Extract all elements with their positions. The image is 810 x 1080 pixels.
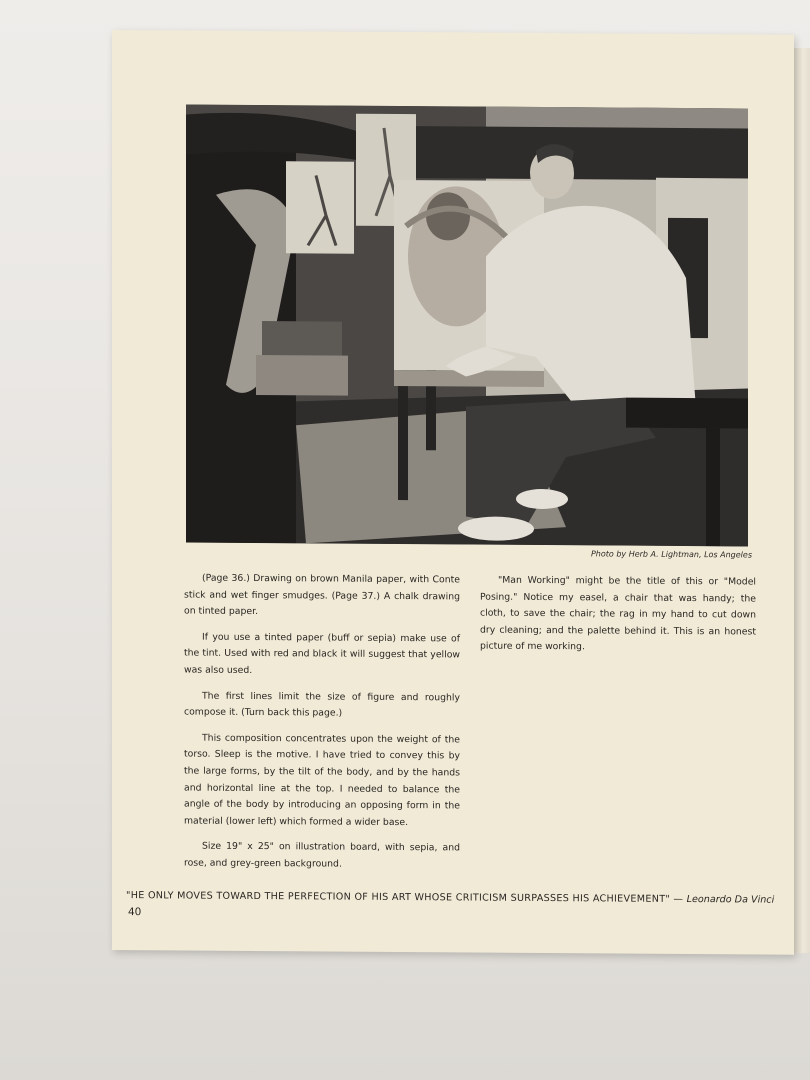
quote-author: Leonardo Da Vinci <box>686 894 775 906</box>
paragraph-composition: This composition concentrates upon the weight of the torso. Sleep is the motive. I have tried to convey this by the large forms, by the tilt of the body, and by the hands and horizontal line at the top. I needed to balance the angle of the body by introducing an opposing form in the material (lower left) which formed a wider base. <box>184 732 460 828</box>
paragraph-tinted-paper: If you use a tinted paper (buff or sepia) make use of the tint. Used with red and black it will suggest that yellow was also used. <box>184 631 460 676</box>
artist-at-easel-photo <box>186 105 748 547</box>
magazine-page <box>112 30 794 955</box>
footer-quote <box>126 890 792 906</box>
paragraph-man-working: "Man Working" might be the title of this or "Model Posing." Notice my easel, a chair that was handy; the cloth, to save the chair; the rag in my hand to cut down dry cleaning; and the palette behind it. This is an honest picture of me working. <box>480 574 756 653</box>
page-number: 40 <box>128 906 142 919</box>
quote-text: "HE ONLY MOVES TOWARD THE PERFECTION OF HIS ART WHOSE CRITICISM SURPASSES HIS ACHIEVEMENT" <box>126 890 671 905</box>
paragraph-drawing-description: (Page 36.) Drawing on brown Manila paper, with Conte stick and wet finger smudges. (Page 37.) A chalk drawing on tinted paper. <box>184 572 460 618</box>
quote-dash: — <box>670 893 687 906</box>
paragraph-first-lines: The first lines limit the size of figure and roughly compose it. (Turn back this page.) <box>184 690 460 719</box>
photo-illustration <box>186 105 748 547</box>
right-text-column <box>480 573 756 667</box>
paragraph-size: Size 19" x 25" on illustration board, with sepia, and rose, and grey-green background. <box>184 840 460 870</box>
left-text-column <box>184 571 460 883</box>
photo-credit: Photo by Herb A. Lightman, Los Angeles <box>590 549 752 560</box>
